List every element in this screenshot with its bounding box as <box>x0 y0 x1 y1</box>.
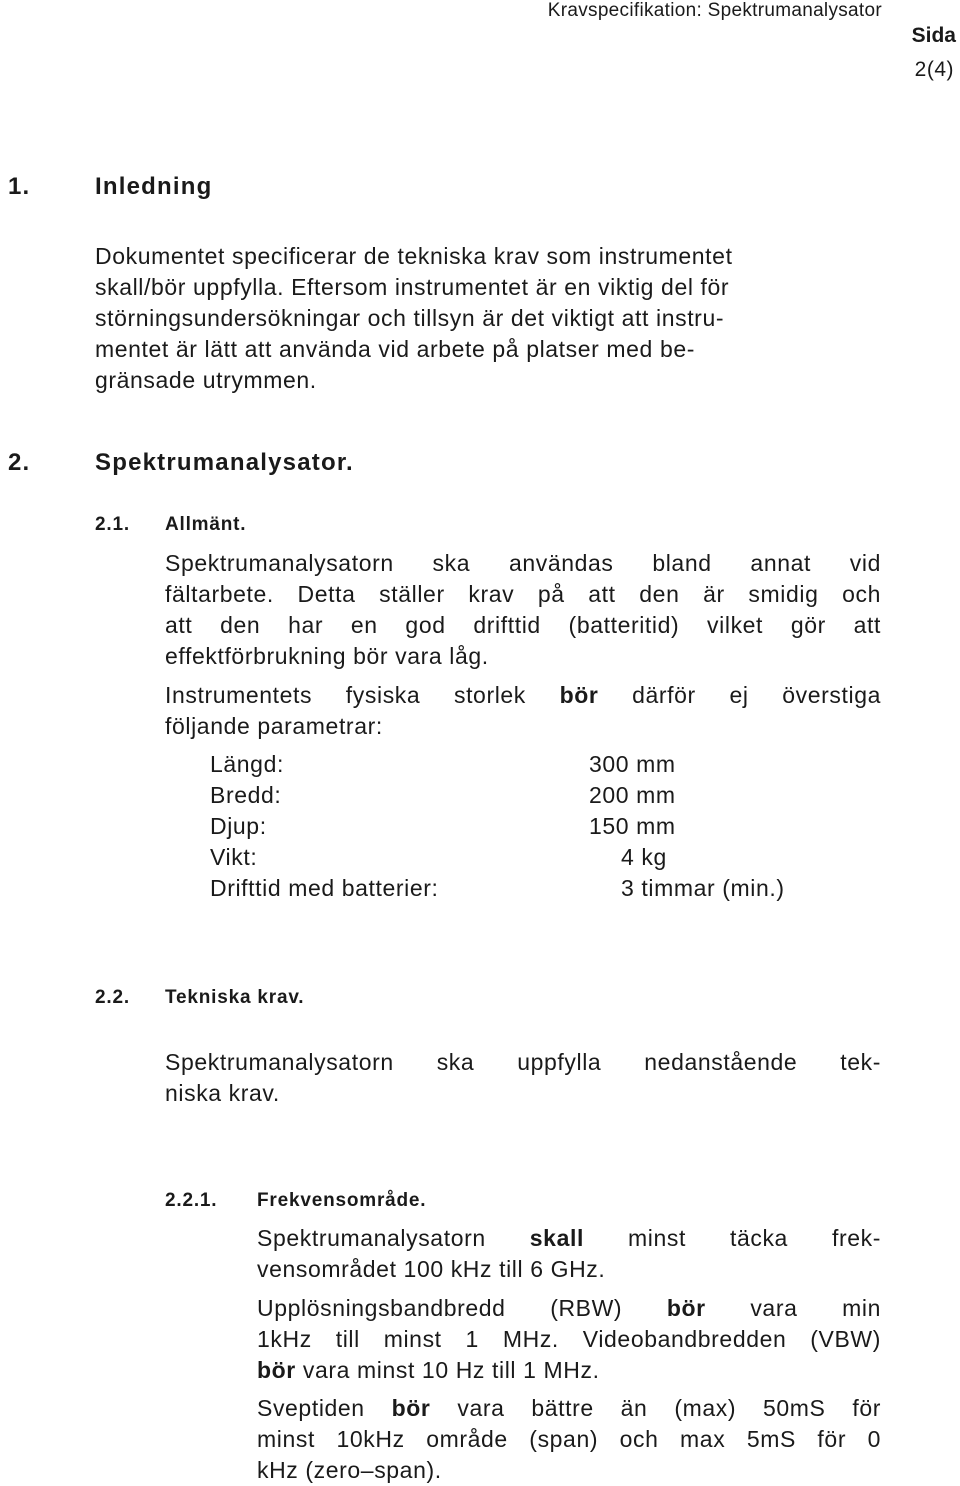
section-2-2-paragraph <box>165 1047 881 1109</box>
spec-label-length: Längd: <box>210 751 284 777</box>
emphasis-bor: bör <box>666 1295 706 1321</box>
section-2-2-1-heading: Frekvensområde. <box>257 1190 427 1211</box>
emphasis-bor: bör <box>391 1395 431 1421</box>
text-run: vara min <box>750 1295 881 1321</box>
section-2-1-number: 2.1. <box>95 514 130 535</box>
text-run: därför ej överstiga <box>632 682 881 708</box>
section-1-paragraph <box>95 241 881 396</box>
text-line: fältarbete. Detta ställer krav på att den är smidig och <box>165 581 881 607</box>
spec-label-battery: Drifttid med batterier: <box>210 875 439 901</box>
page-label: Sida <box>911 24 956 47</box>
text-line: niska krav. <box>165 1080 280 1106</box>
section-2-heading: Spektrumanalysator. <box>95 449 354 476</box>
text-run: vara minst 10 Hz till 1 MHz. <box>302 1357 600 1383</box>
text-line: skall/bör uppfylla. Eftersom instrumentet är en viktig del för <box>95 274 730 300</box>
spec-value-depth: 150 mm <box>589 813 676 839</box>
text-line <box>257 1223 881 1254</box>
spec-label-weight: Vikt: <box>210 844 258 870</box>
text-line <box>257 1393 881 1424</box>
text-run: Sveptiden <box>257 1395 365 1421</box>
text-line <box>257 1355 881 1386</box>
text-line: störningsundersökningar och tillsyn är det viktigt att instru- <box>95 305 725 331</box>
spec-value-length: 300 mm <box>589 751 676 777</box>
emphasis-bor: bör <box>559 682 599 708</box>
text-run: Instrumentets fysiska storlek <box>165 682 526 708</box>
text-line: vensområdet 100 kHz till 6 GHz. <box>257 1256 606 1282</box>
emphasis-skall: skall <box>529 1225 584 1251</box>
page-number: 2(4) <box>914 58 954 81</box>
text-line: att den har en god drifttid (batteritid) vilket gör att <box>165 612 881 638</box>
text-line: Spektrumanalysatorn ska användas bland annat vid <box>165 550 881 576</box>
spec-value-battery: 3 timmar (min.) <box>621 875 785 901</box>
section-1-heading: Inledning <box>95 173 213 200</box>
section-2-2-1-number: 2.2.1. <box>165 1190 218 1211</box>
text-run: Spektrumanalysatorn <box>257 1225 486 1251</box>
text-line: mentet är lätt att använda vid arbete på platser med be- <box>95 336 695 362</box>
text-line: följande parametrar: <box>165 713 383 739</box>
text-run: Upplösningsbandbredd (RBW) <box>257 1295 623 1321</box>
text-line: effektförbrukning bör vara låg. <box>165 643 489 669</box>
text-line: Dokumentet specificerar de tekniska krav som instrumentet <box>95 243 733 269</box>
text-line: gränsade utrymmen. <box>95 367 317 393</box>
text-line <box>257 1293 881 1324</box>
section-2-2-heading: Tekniska krav. <box>165 987 305 1008</box>
bandwidth-paragraph <box>257 1293 881 1386</box>
spec-label-depth: Djup: <box>210 813 267 839</box>
section-2-1-heading: Allmänt. <box>165 514 247 535</box>
section-2-2-number: 2.2. <box>95 987 130 1008</box>
size-paragraph <box>165 680 881 742</box>
frequency-range-paragraph <box>257 1223 881 1285</box>
spec-value-weight: 4 kg <box>621 844 667 870</box>
spec-label-width: Bredd: <box>210 782 282 808</box>
spec-value-width: 200 mm <box>589 782 676 808</box>
section-2-1-paragraph <box>165 548 881 672</box>
text-line: kHz (zero–span). <box>257 1457 442 1483</box>
section-2-number: 2. <box>8 449 31 476</box>
text-line <box>165 680 881 711</box>
document-title: Kravspecifikation: Spektrumanalysator <box>547 0 882 21</box>
text-line: Spektrumanalysatorn ska uppfylla nedanstående tek- <box>165 1049 881 1075</box>
text-line: 1kHz till minst 1 MHz. Videobandbredden (VBW) <box>257 1326 881 1352</box>
sweep-time-paragraph <box>257 1393 881 1486</box>
section-1-number: 1. <box>8 173 31 200</box>
emphasis-bor: bör <box>257 1357 296 1383</box>
text-run: minst täcka frek- <box>627 1225 881 1251</box>
text-run: vara bättre än (max) 50mS för <box>457 1395 881 1421</box>
text-line: minst 10kHz område (span) och max 5mS för 0 <box>257 1426 881 1452</box>
